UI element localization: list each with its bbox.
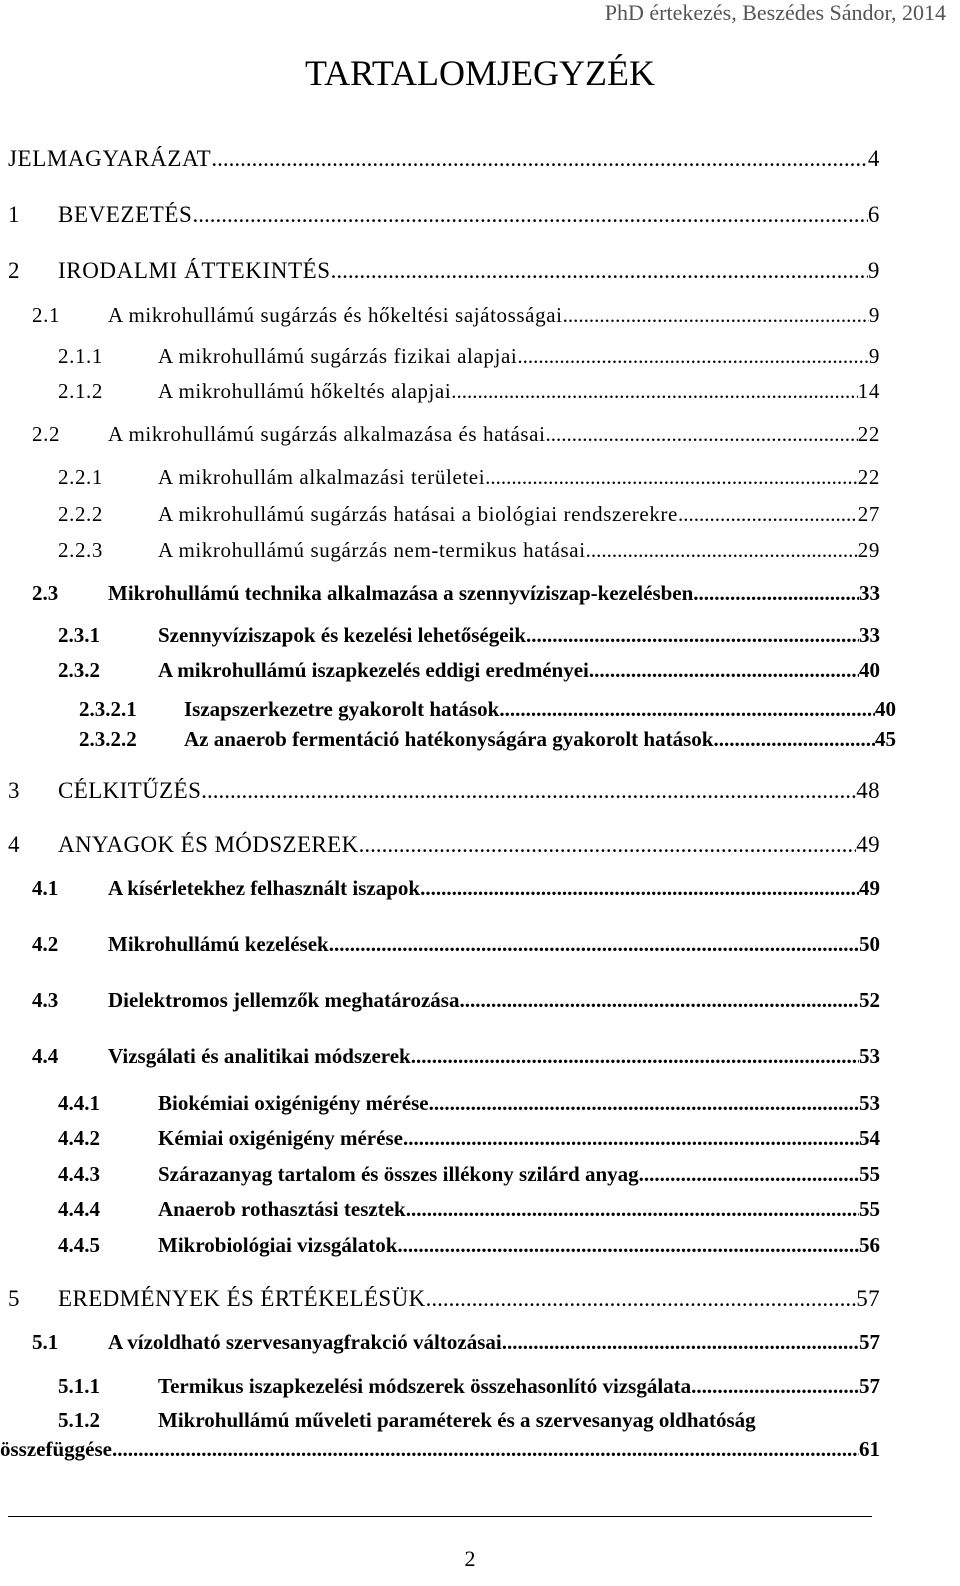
toc-entry-page: 53 [859,1091,880,1115]
toc-entry[interactable] [58,1233,880,1258]
toc-entry-title: A mikrohullámú sugárzás és hőkeltési sajátosságai [108,303,563,327]
toc-entry[interactable] [58,1126,880,1151]
toc-entry[interactable] [32,1044,880,1069]
toc-entry-page: 56 [859,1233,880,1257]
toc-entry-number: 4 [8,832,20,857]
toc-entry-number: 4.4.3 [58,1162,100,1186]
toc-leader-dots [526,623,859,648]
toc-leader-dots [563,303,869,328]
toc-leader-dots [192,202,867,228]
toc-entry[interactable] [58,502,880,527]
toc-entry-number: 4.4.2 [58,1126,100,1150]
toc-entry-title: Mikrobiológiai vizsgálatok [158,1233,398,1257]
toc-entry[interactable] [58,465,880,490]
toc-entry-page: 55 [859,1162,880,1186]
toc-leader-dots [112,1437,859,1462]
toc-entry-page: 6 [867,202,880,227]
toc-entry[interactable] [32,1330,880,1355]
toc-entry-page: 52 [859,988,880,1012]
toc-entry-page: 57 [859,1330,880,1354]
toc-entry[interactable] [32,876,880,901]
toc-entry-title: A mikrohullámú sugárzás nem-termikus hatásai [158,538,586,562]
toc-entry[interactable] [32,988,880,1013]
toc-entry-page: 61 [859,1437,880,1461]
toc-entry-page: 14 [857,379,880,403]
toc-entry-title: BEVEZETÉS [58,202,193,227]
toc-entry-number: 4.4 [32,1044,59,1068]
toc-entry-page: 57 [856,1286,880,1311]
toc-entry-page: 49 [856,832,880,857]
toc-leader-dots [420,876,859,901]
toc-entry[interactable] [8,258,880,284]
toc-leader-dots [201,778,856,804]
toc-leader-dots [502,1330,859,1355]
toc-entry-number: 2.3.2 [58,658,100,682]
toc-entry-page: 40 [875,697,896,721]
toc-entry-number: 4.4.5 [58,1233,100,1257]
toc-leader-dots [485,465,858,490]
toc-entry-title: Anaerob rothasztási tesztek [158,1197,406,1221]
toc-entry-page: 40 [859,658,880,682]
toc-entry[interactable] [58,623,880,648]
toc-entry-number: 4.1 [32,876,59,900]
toc-leader-dots [359,832,857,858]
toc-entry[interactable] [8,1286,880,1312]
toc-entry[interactable] [8,832,880,858]
toc-entry-number: 2.1.1 [58,344,103,368]
toc-entry-number: 5.1 [32,1330,59,1354]
toc-entry-title: Vizsgálati és analitikai módszerek [108,1044,411,1068]
toc-entry-page: 54 [859,1126,880,1150]
footer-rule [8,1516,872,1517]
toc-entry-title: A vízoldható szervesanyagfrakció változásai [108,1330,502,1354]
toc-leader-dots [459,988,859,1013]
toc-entry-title: Iszapszerkezetre gyakorolt hatások [184,697,500,721]
toc-entry[interactable] [58,1374,880,1399]
toc-entry[interactable] [8,778,880,804]
toc-entry-number: 2.1.2 [58,379,103,403]
toc-leader-dots [397,1233,859,1258]
toc-entry-title: A mikrohullámú iszapkezelés eddigi eredményei [158,658,589,682]
toc-entry-number: 3 [8,778,20,803]
toc-entry-title: Termikus iszapkezelési módszerek összehasonlító vizsgálata [158,1374,692,1398]
toc-entry-title: A kísérletekhez felhasznált iszapok [108,876,421,900]
toc-entry-page: 50 [859,932,880,956]
toc-entry-page: 45 [875,727,896,751]
toc-entry-page: 22 [857,422,880,446]
toc-entry-title: EREDMÉNYEK ÉS ÉRTÉKELÉSÜK [58,1286,426,1311]
toc-leader-dots [406,1197,859,1222]
toc-entry-page: 53 [859,1044,880,1068]
toc-entry-title: JELMAGYARÁZAT [8,146,212,171]
toc-entry-number: 2 [8,258,21,283]
toc-leader-dots [411,1044,859,1069]
toc-leader-dots [693,581,859,606]
page-title: TARTALOMJEGYZÉK [304,53,656,93]
toc-entry-number: 2.1 [32,303,61,327]
toc-leader-dots [586,538,858,563]
toc-leader-dots [499,697,875,722]
toc-entry[interactable] [58,1197,880,1222]
toc-entry-title: Az anaerob fermentáció hatékonyságára gyakorolt hatások [184,727,714,751]
toc-entry-page: 4 [867,146,880,171]
toc-entry-title: A mikrohullám alkalmazási területei [158,465,486,489]
toc-entry[interactable] [32,422,880,447]
toc-entry-page: 9 [868,303,880,327]
toc-entry-title: Biokémiai oxigénigény mérése [158,1091,429,1115]
toc-entry-number: 4.4.4 [58,1197,100,1221]
toc-entry-page: 29 [857,538,880,562]
toc-entry[interactable] [8,202,880,228]
toc-entry-title: Szárazanyag tartalom és összes illékony szilárd anyag [158,1162,639,1186]
toc-leader-dots [639,1162,859,1187]
toc-leader-dots [426,1286,857,1312]
toc-entry-page: 9 [867,258,880,283]
toc-leader-dots [691,1374,859,1399]
page-number: 2 [464,1546,476,1571]
toc-leader-dots [211,146,868,172]
toc-entry-number: 4.4.1 [58,1091,100,1115]
toc-entry-title-continued: összefüggése [0,1437,112,1461]
toc-entry-title: A mikrohullámú sugárzás hatásai a biológiai rendszerekre [158,502,678,526]
toc-entry-number: 2.2 [32,422,61,446]
toc-entry-number: 2.3 [32,581,59,605]
toc-entry[interactable] [32,932,880,957]
toc-entry-title: A mikrohullámú sugárzás fizikai alapjai [158,344,518,368]
toc-entry[interactable] [79,727,896,752]
toc-entry-number: 2.2.3 [58,538,103,562]
toc-leader-dots [403,1126,859,1151]
toc-leader-dots [546,422,858,447]
toc-entry-title: Mikrohullámú műveleti paraméterek és a szervesanyag oldhatóság [158,1408,756,1432]
toc-entry-number: 4.3 [32,988,59,1012]
toc-entry-page: 48 [856,778,880,803]
toc-entry-number: 2.2.1 [58,465,103,489]
toc-entry-page: 9 [868,344,880,368]
toc-leader-dots [713,727,875,752]
toc-leader-dots [678,502,858,527]
toc-entry[interactable] [79,697,896,722]
toc-entry[interactable] [58,1162,880,1187]
toc-entry-title: Kémiai oxigénigény mérése [158,1126,403,1150]
running-header: PhD értekezés, Beszédes Sándor, 2014 [604,0,946,25]
toc-entry[interactable] [58,344,880,369]
toc-entry-page: 33 [859,581,880,605]
toc-leader-dots [429,1091,859,1116]
toc-entry-page: 57 [859,1374,880,1398]
toc-entry-page: 33 [859,623,880,647]
toc-entry-page: 27 [857,502,880,526]
toc-entry-number: 2.3.2.2 [79,727,137,751]
toc-entry[interactable] [8,146,880,172]
toc-entry-title: IRODALMI ÁTTEKINTÉS [58,258,331,283]
toc-entry-title: A mikrohullámú hőkeltés alapjai [158,379,452,403]
toc-entry-continuation [0,1437,880,1462]
toc-entry-number: 2.3.1 [58,623,100,647]
toc-entry[interactable] [58,538,880,563]
toc-entry[interactable] [58,1091,880,1116]
toc-entry-title: ANYAGOK ÉS MÓDSZEREK [58,832,359,857]
toc-entry-title: Dielektromos jellemzők meghatározása [108,988,460,1012]
toc-leader-dots [331,258,868,284]
toc-entry-number: 4.2 [32,932,59,956]
toc-entry[interactable] [32,303,880,328]
toc-entry[interactable] [32,581,880,606]
toc-leader-dots [329,932,859,957]
toc-entry-title: Mikrohullámú technika alkalmazása a szennyvíziszap-kezelésben [108,581,694,605]
toc-entry-number: 1 [8,202,21,227]
toc-entry-title: Mikrohullámú kezelések [108,932,329,956]
toc-entry-number: 2.2.2 [58,502,103,526]
toc-leader-dots [451,379,858,404]
toc-entry-number: 5.1.2 [58,1408,100,1432]
toc-entry-page: 55 [859,1197,880,1221]
toc-leader-dots [517,344,869,369]
toc-entry-number: 5 [8,1286,20,1311]
toc-entry[interactable] [58,658,880,683]
toc-entry-title: CÉLKITŰZÉS [58,778,202,803]
toc-entry-number: 5.1.1 [58,1374,100,1398]
toc-entry-title: Szennyvíziszapok és kezelési lehetőségeik [158,623,527,647]
toc-entry[interactable] [58,379,880,404]
toc-entry-page: 49 [859,876,880,900]
toc-entry-wrapped[interactable] [0,1408,880,1462]
toc-entry-page: 22 [857,465,880,489]
toc-entry-number: 2.3.2.1 [79,697,137,721]
toc-leader-dots [589,658,859,683]
toc-entry-title: A mikrohullámú sugárzás alkalmazása és hatásai [108,422,546,446]
